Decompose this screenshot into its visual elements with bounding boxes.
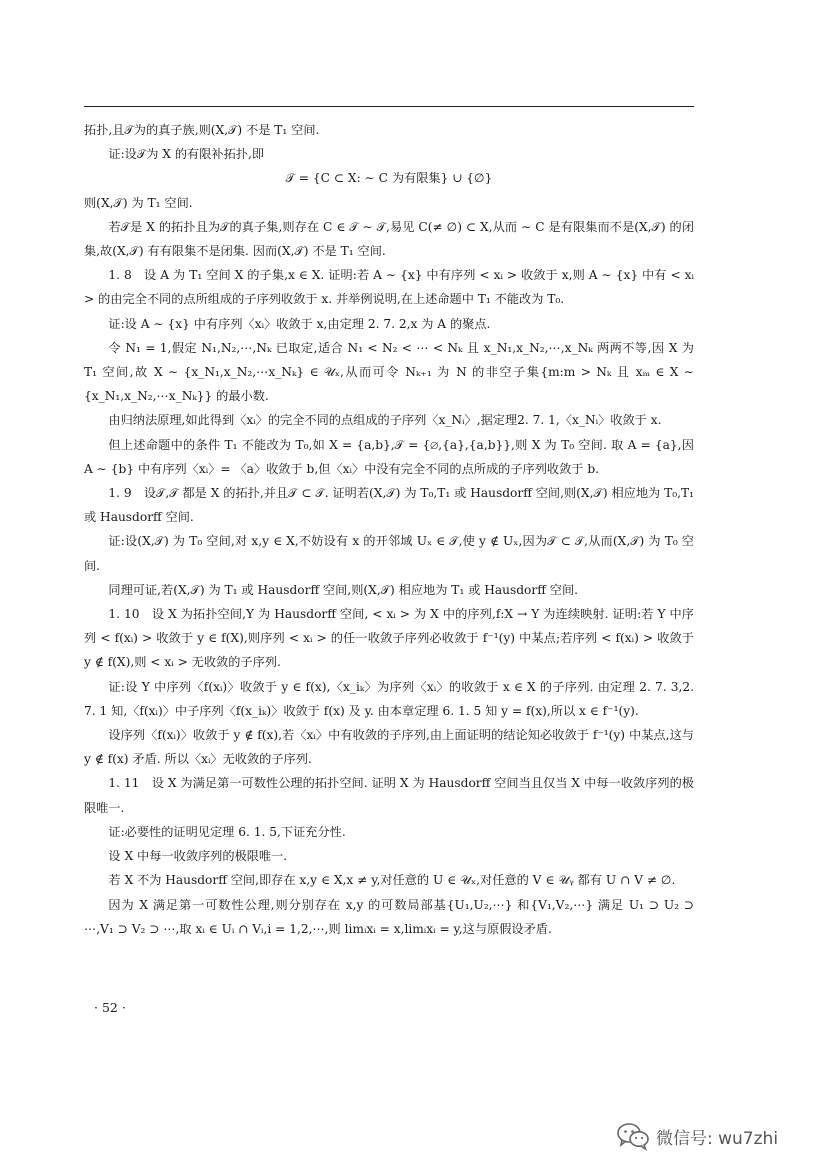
paragraph: 因为 X 满足第一可数性公理,则分别存在 x,y 的可数局部基{U₁,U₂,⋯} 和{V₁,V₂,⋯} 满足 U₁ ⊃ U₂ ⊃ ⋯,V₁ ⊃ V₂ ⊃ ⋯,取 xᵢ ∈ Uᵢ ∩ Vᵢ,i = 1,2,⋯,则 limᵢxᵢ = x,limᵢxᵢ = y,这与原假设矛盾. bbox=[84, 897, 694, 936]
paragraph: 但上述命题中的条件 T₁ 不能改为 T₀,如 X = {a,b},𝒯 = {∅,{a},{a,b}},则 X 为 T₀ 空间. 取 A = {a},因 A ∼ {b} 中有序列〈xᵢ〉= 〈a〉收敛于 b,但〈xᵢ〉中没有完全不同的点所成的子序列收敛于 b. bbox=[84, 437, 694, 476]
paragraph: 若 X 不为 Hausdorff 空间,即存在 x,y ∈ X,x ≠ y,对任意的 U ∈ 𝒰ₓ,对任意的 V ∈ 𝒰ᵧ 都有 U ∩ V ≠ ∅. bbox=[108, 873, 676, 888]
paragraph: 证:设 Y 中序列〈f(xᵢ)〉收敛于 y ∈ f(x),〈x_iₖ〉为序列〈xᵢ〉的收敛于 x ∈ X 的子序列. 由定理 2. 7. 3,2. 7. 1 知,〈f(xᵢ)〉中子序列〈f(x_iₖ)〉收敛于 f(x) 及 y. 由本章定理 6. 1. 5 知 y = f(x),所以 x ∈ f⁻¹(y). bbox=[84, 679, 694, 718]
paragraph: 证:设𝒯为 X 的有限补拓扑,即 bbox=[108, 147, 265, 162]
exercise-1-8: 1. 8 设 A 为 T₁ 空间 X 的子集,x ∈ X. 证明:若 A ∼ {x} 中有序列 < xᵢ > 收敛于 x,则 A ∼ {x} 中有 < xᵢ > 的由完全不同的点所组成的子序列收敛于 x. 并举例说明,在上述命题中 T₁ 不能改为 T₀. bbox=[84, 268, 694, 307]
paragraph: 同理可证,若(X,𝒯) 为 T₁ 或 Hausdorff 空间,则(X,𝒯) 相应地为 T₁ 或 Hausdorff 空间. bbox=[108, 582, 579, 597]
paragraph: 由归纳法原理,如此得到〈xᵢ〉的完全不同的点组成的子序列〈x_Nᵢ〉,据定理2. 7. 1,〈x_Nᵢ〉收敛于 x. bbox=[108, 413, 662, 428]
page-body bbox=[84, 118, 694, 941]
page-number: · 52 · bbox=[94, 1000, 126, 1015]
exercise-1-10: 1. 10 设 X 为拓扑空间,Y 为 Hausdorff 空间, < xᵢ > 为 X 中的序列,f:X → Y 为连续映射. 证明:若 Y 中序列 < f(xᵢ) > 收敛于 y ∈ f(X),则序列 < xᵢ > 的任一收敛子序列必收敛于 f⁻¹(y) 中某点;若序列 < f(xᵢ) > 收敛于 y ∉ f(X),则 < xᵢ > 无收敛的子序列. bbox=[84, 607, 694, 670]
paragraph: 证:设(X,𝒯) 为 T₀ 空间,对 x,y ∈ X,不妨设有 x 的开邻域 Uₓ ∈ 𝒯,使 y ∉ Uₓ,因为𝒯 ⊂ 𝒯,从而(X,𝒯) 为 T₀ 空间. bbox=[84, 534, 694, 573]
paragraph: 设序列〈f(xᵢ)〉收敛于 y ∉ f(x),若〈xᵢ〉中有收敛的子序列,由上面证明的结论知必收敛于 f⁻¹(y) 中某点,这与 y ∉ f(x) 矛盾. 所以〈xᵢ〉无收敛的子序列. bbox=[84, 728, 694, 767]
header-rule bbox=[84, 106, 694, 107]
exercise-1-9: 1. 9 设𝒯,𝒯 都是 X 的拓扑,并且𝒯 ⊂ 𝒯. 证明若(X,𝒯) 为 T₀,T₁ 或 Hausdorff 空间,则(X,𝒯) 相应地为 T₀,T₁ 或 Hausdorff 空间. bbox=[84, 486, 694, 525]
paragraph: 则(X,𝒯) 为 T₁ 空间. bbox=[84, 195, 193, 210]
paragraph: 若𝒯是 X 的拓扑且为𝒯的真子集,则存在 C ∈ 𝒯 ∼ 𝒯,易见 C(≠ ∅) ⊂ X,从而 ∼ C 是有限集而不是(X,𝒯) 的闭集,故(X,𝒯) 有有限集不是闭集. 因而(X,𝒯) 不是 T₁ 空间. bbox=[84, 219, 694, 259]
watermark bbox=[616, 1118, 816, 1154]
paragraph: 设 X 中每一收敛序列的极限唯一. bbox=[108, 849, 288, 864]
wechat-icon bbox=[616, 1121, 650, 1151]
paragraph: 拓扑,且𝒯为的真子族,则(X,𝒯) 不是 T₁ 空间. bbox=[84, 123, 320, 137]
paragraph: 证:设 A ∼ {x} 中有序列〈xᵢ〉收敛于 x,由定理 2. 7. 2,x 为 A 的聚点. bbox=[108, 316, 491, 331]
exercise-1-11: 1. 11 设 X 为满足第一可数性公理的拓扑空间. 证明 X 为 Hausdorff 空间当且仅当 X 中每一收敛序列的极限唯一. bbox=[84, 776, 694, 815]
watermark-text: 微信号: wu7zhi bbox=[656, 1128, 779, 1149]
paragraph: 证:必要性的证明见定理 6. 1. 5,下证充分性. bbox=[108, 824, 346, 839]
paragraph: 令 N₁ = 1,假定 N₁,N₂,⋯,Nₖ 已取定,适合 N₁ < N₂ < ⋯ < Nₖ 且 x_N₁,x_N₂,⋯,x_Nₖ 两两不等,因 X 为 T₁ 空间,故 X ∼ {x_N₁,x_N₂,⋯x_Nₖ} ∈ 𝒰ₓ,从而可令 Nₖ₊₁ 为 N 的非空子集{m:m > Nₖ 且 xₘ ∈ X ∼ {x_N₁,x_N₂,⋯x_Nₖ}} 的最小数. bbox=[84, 340, 694, 404]
display-formula: 𝒯 = {C ⊂ X: ∼ C 为有限集} ∪ {∅} bbox=[285, 171, 493, 186]
